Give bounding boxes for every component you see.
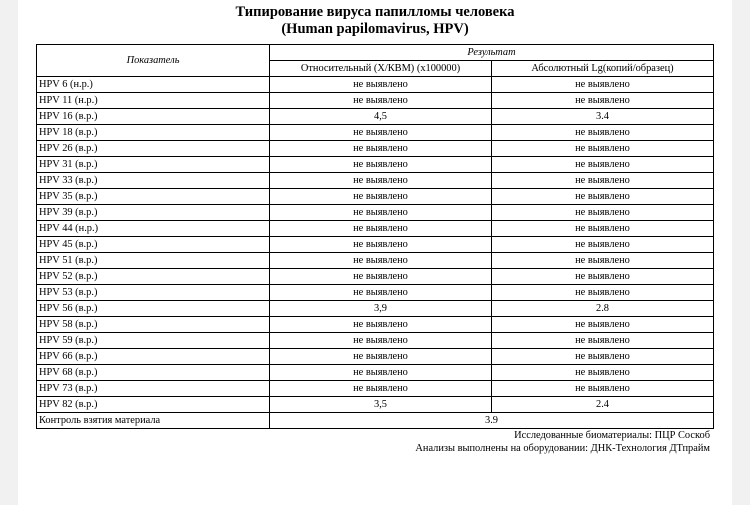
relative-value: не выявлено — [270, 221, 492, 237]
table-row — [37, 221, 714, 237]
control-row — [37, 413, 714, 429]
relative-value: не выявлено — [270, 365, 492, 381]
row-name: HPV 82 (в.р.) — [37, 397, 270, 413]
table-row — [37, 157, 714, 173]
row-name: HPV 59 (в.р.) — [37, 333, 270, 349]
row-name: HPV 16 (в.р.) — [37, 109, 270, 125]
absolute-value: 2.4 — [492, 397, 714, 413]
table-row — [37, 365, 714, 381]
relative-value: не выявлено — [270, 189, 492, 205]
absolute-value: не выявлено — [492, 381, 714, 397]
row-name: HPV 39 (в.р.) — [37, 205, 270, 221]
row-name: HPV 52 (в.р.) — [37, 269, 270, 285]
relative-value: 4,5 — [270, 109, 492, 125]
table-row — [37, 77, 714, 93]
relative-value: не выявлено — [270, 157, 492, 173]
absolute-value: 2.8 — [492, 301, 714, 317]
row-name: HPV 18 (в.р.) — [37, 125, 270, 141]
table-row — [37, 93, 714, 109]
row-name: HPV 53 (в.р.) — [37, 285, 270, 301]
absolute-value: не выявлено — [492, 221, 714, 237]
relative-value: не выявлено — [270, 141, 492, 157]
hpv-results-table — [36, 44, 714, 429]
absolute-value: не выявлено — [492, 285, 714, 301]
absolute-value: не выявлено — [492, 333, 714, 349]
absolute-value: не выявлено — [492, 365, 714, 381]
indicator-header: Показатель — [37, 45, 270, 77]
table-row — [37, 397, 714, 413]
table-row — [37, 253, 714, 269]
row-name: HPV 51 (в.р.) — [37, 253, 270, 269]
relative-value: не выявлено — [270, 125, 492, 141]
row-name: HPV 73 (в.р.) — [37, 381, 270, 397]
row-name: HPV 44 (н.р.) — [37, 221, 270, 237]
absolute-value: 3.4 — [492, 109, 714, 125]
row-name: HPV 35 (в.р.) — [37, 189, 270, 205]
absolute-value: не выявлено — [492, 173, 714, 189]
table-row — [37, 205, 714, 221]
absolute-value: не выявлено — [492, 189, 714, 205]
absolute-value: не выявлено — [492, 141, 714, 157]
relative-value: не выявлено — [270, 317, 492, 333]
table-row — [37, 189, 714, 205]
row-name: HPV 26 (в.р.) — [37, 141, 270, 157]
row-name: HPV 45 (в.р.) — [37, 237, 270, 253]
row-name: HPV 6 (н.р.) — [37, 77, 270, 93]
table-row — [37, 349, 714, 365]
row-name: HPV 66 (в.р.) — [37, 349, 270, 365]
equipment-note: Анализы выполнены на оборудовании: ДНК-Технология ДТпрайм — [415, 443, 710, 454]
relative-value: не выявлено — [270, 253, 492, 269]
relative-value: 3,5 — [270, 397, 492, 413]
relative-value: не выявлено — [270, 93, 492, 109]
absolute-column-header: Абсолютный Lg(копий/образец) — [492, 61, 714, 77]
row-name: HPV 31 (в.р.) — [37, 157, 270, 173]
table-row — [37, 285, 714, 301]
table-row — [37, 269, 714, 285]
control-value: 3.9 — [270, 413, 714, 429]
row-name: HPV 11 (н.р.) — [37, 93, 270, 109]
relative-value: не выявлено — [270, 349, 492, 365]
relative-value: не выявлено — [270, 381, 492, 397]
document-subtitle: (Human papilomavirus, HPV) — [281, 21, 469, 37]
row-name: HPV 56 (в.р.) — [37, 301, 270, 317]
absolute-value: не выявлено — [492, 93, 714, 109]
control-label: Контроль взятия материала — [37, 413, 270, 429]
table-row — [37, 109, 714, 125]
table-row — [37, 381, 714, 397]
relative-value: 3,9 — [270, 301, 492, 317]
absolute-value: не выявлено — [492, 237, 714, 253]
relative-value: не выявлено — [270, 285, 492, 301]
document-title: Типирование вируса папилломы человека — [235, 4, 515, 20]
relative-value: не выявлено — [270, 237, 492, 253]
table-row — [37, 237, 714, 253]
absolute-value: не выявлено — [492, 269, 714, 285]
table-row — [37, 301, 714, 317]
absolute-value: не выявлено — [492, 125, 714, 141]
absolute-value: не выявлено — [492, 157, 714, 173]
absolute-value: не выявлено — [492, 77, 714, 93]
row-name: HPV 68 (в.р.) — [37, 365, 270, 381]
result-header: Результат — [270, 45, 714, 61]
relative-value: не выявлено — [270, 269, 492, 285]
relative-value: не выявлено — [270, 205, 492, 221]
absolute-value: не выявлено — [492, 253, 714, 269]
table-row — [37, 141, 714, 157]
table-row — [37, 333, 714, 349]
table-row — [37, 125, 714, 141]
table-row — [37, 317, 714, 333]
absolute-value: не выявлено — [492, 349, 714, 365]
row-name: HPV 58 (в.р.) — [37, 317, 270, 333]
absolute-value: не выявлено — [492, 205, 714, 221]
table-row — [37, 173, 714, 189]
relative-value: не выявлено — [270, 173, 492, 189]
row-name: HPV 33 (в.р.) — [37, 173, 270, 189]
results-body — [37, 77, 714, 429]
relative-value: не выявлено — [270, 77, 492, 93]
biomaterials-note: Исследованные биоматериалы: ПЦР Соскоб — [514, 430, 710, 441]
relative-value: не выявлено — [270, 333, 492, 349]
relative-column-header: Относительный (Х/КВМ) (х100000) — [270, 61, 492, 77]
absolute-value: не выявлено — [492, 317, 714, 333]
